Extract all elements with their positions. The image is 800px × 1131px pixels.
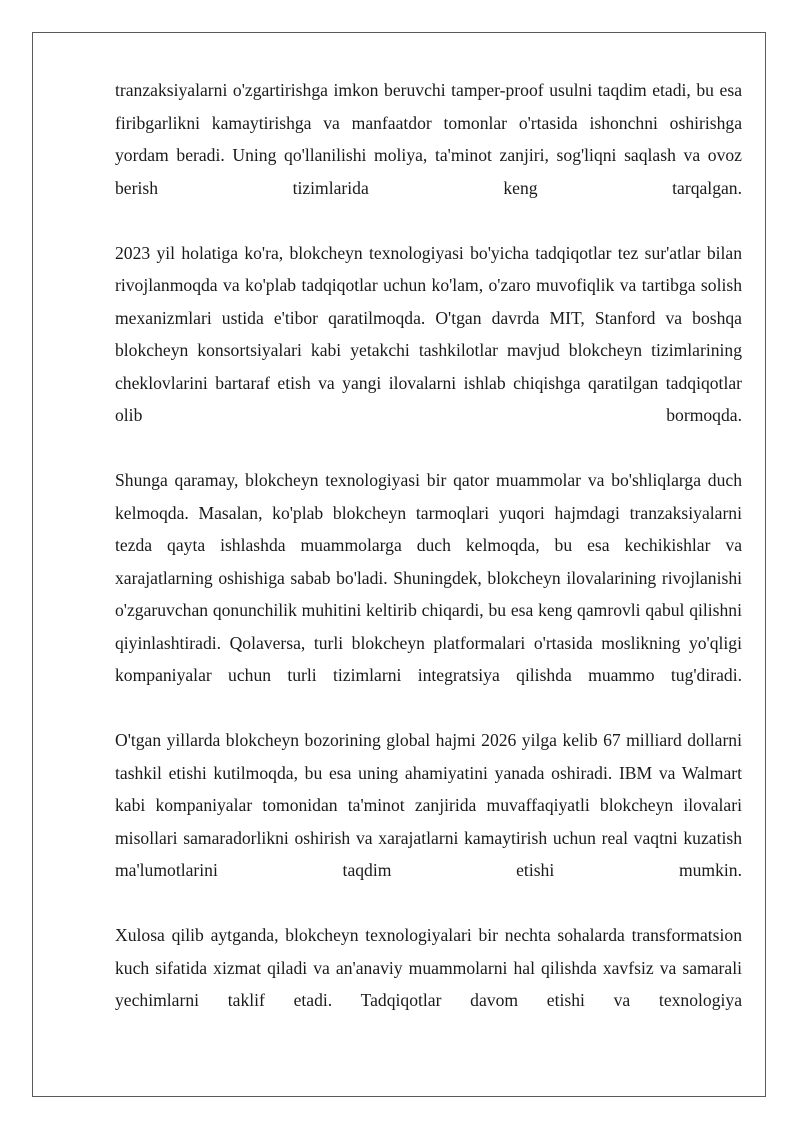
paragraph: Shunga qaramay, blokcheyn texnologiyasi bir qator muammolar va bo'shliqlarga duch kelmoqda. Masalan, ko'plab blokcheyn tarmoqlari yuqori hajmdagi tranzaksiyalarni tezda qayta ishlashda muammolarga duch kelmoqda, bu esa kechikishlar va xarajatlarning oshishiga sabab bo'ladi. Shuningdek, blokcheyn ilovalarining rivojlanishi o'zgaruvchan qonunchilik muhitini keltirib chiqardi, bu esa keng qamrovli qabul qilishni qiyinlashtiradi. Qolaversa, turli blokcheyn platformalari o'rtasida moslikning yo'qligi kompaniyalar uchun turli tizimlarni integratsiya qilishda muammo tug'diradi. (115, 470, 742, 685)
document-body (115, 74, 742, 1017)
paragraph: tranzaksiyalarni o'zgartirishga imkon beruvchi tamper-proof usulni taqdim etadi, bu esa firibgarlikni kamaytirishga va manfaatdor tomonlar o'rtasida ishonchni oshirishga yordam beradi. Uning qo'llanilishi moliya, ta'minot zanjiri, sog'liqni saqlash va ovoz berish tizimlarida keng tarqalgan. (115, 80, 742, 198)
paragraph-spacer (115, 887, 742, 920)
paragraph: Xulosa qilib aytganda, blokcheyn texnologiyalari bir nechta sohalarda transformatsion kuch sifatida xizmat qiladi va an'anaviy muammolarni hal qilishda xavfsiz va samarali yechimlarni taklif etadi. Tadqiqotlar davom etishi va texnologiya (115, 925, 742, 1010)
paragraph-spacer (115, 432, 742, 465)
paragraph-spacer (115, 204, 742, 237)
paragraph: O'tgan yillarda blokcheyn bozorining global hajmi 2026 yilga kelib 67 milliard dollarni tashkil etishi kutilmoqda, bu esa uning ahamiyatini yanada oshiradi. IBM va Walmart kabi kompaniyalar tomonidan ta'minot zanjirida muvaffaqiyatli blokcheyn ilovalari misollari samaradorlikni oshirish va xarajatlarni kamaytirish uchun real vaqtni kuzatish ma'lumotlarini taqdim etishi mumkin. (115, 730, 742, 880)
paragraph-spacer (115, 692, 742, 725)
paragraph: 2023 yil holatiga ko'ra, blokcheyn texnologiyasi bo'yicha tadqiqotlar tez sur'atlar bilan rivojlanmoqda va ko'plab tadqiqotlar uchun ko'lam, o'zaro muvofiqlik va tartibga solish mexanizmlari ustida e'tibor qaratilmoqda. O'tgan davrda MIT, Stanford va boshqa blokcheyn konsortsiyalari kabi yetakchi tashkilotlar mavjud blokcheyn tizimlarining cheklovlarini bartaraf etish va yangi ilovalarni ishlab chiqishga qaratilgan tadqiqotlar olib bormoqda. (115, 242, 742, 425)
